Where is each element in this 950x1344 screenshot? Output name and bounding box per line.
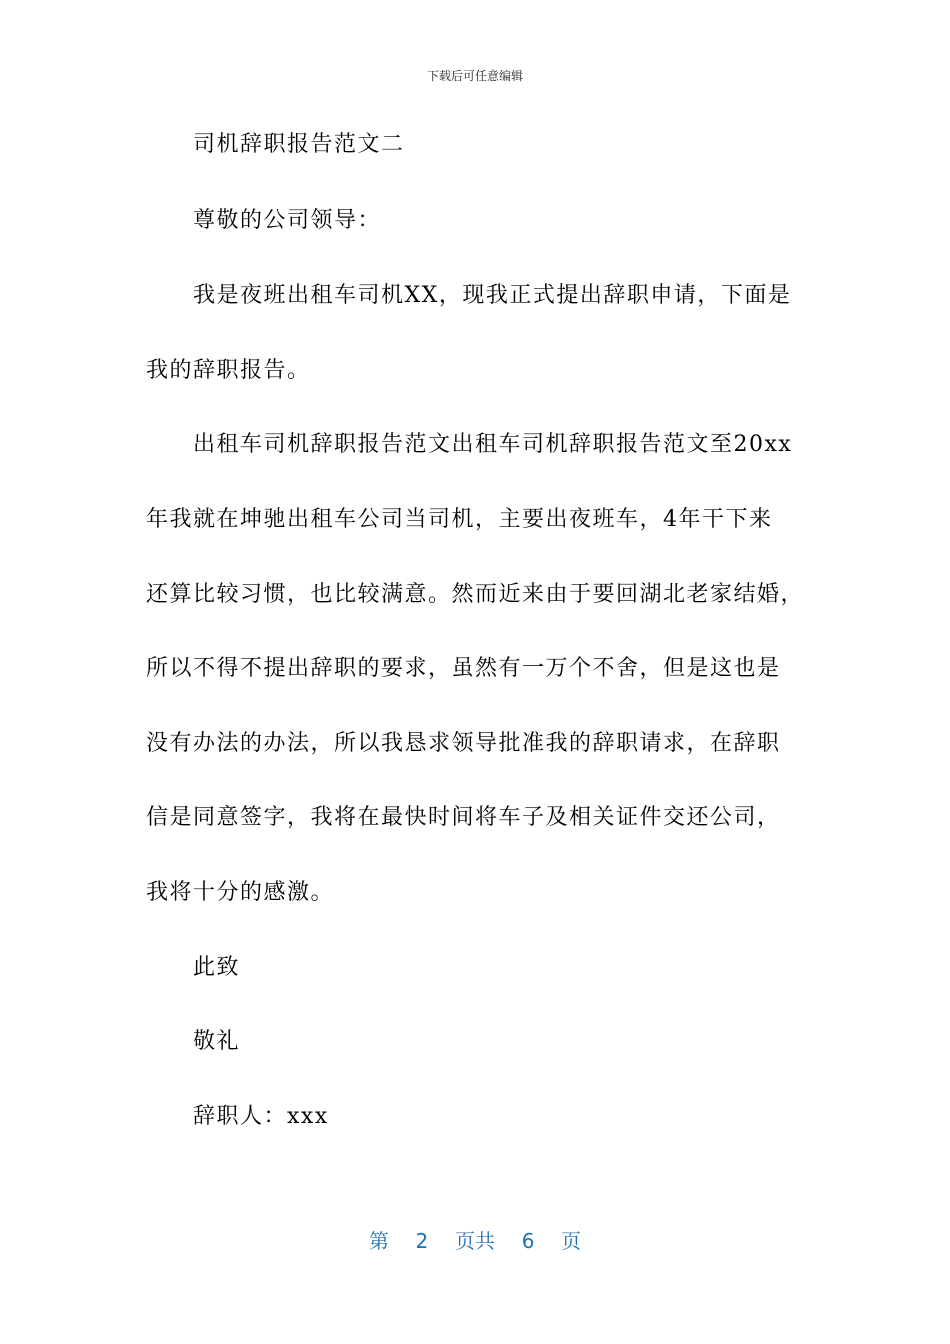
current-page-number: 2 xyxy=(415,1229,429,1253)
paragraph-line: 年我就在坤驰出租车公司当司机，主要出夜班车，4年干下来 xyxy=(146,507,773,532)
closing-line: 此致 xyxy=(193,955,241,980)
footer-middle: 页共 xyxy=(455,1229,495,1253)
header-note: 下载后可任意编辑 xyxy=(426,69,523,83)
paragraph-line: 我是夜班出租车司机XX，现我正式提出辞职申请，下面是 xyxy=(193,283,792,308)
footer-prefix: 第 xyxy=(368,1229,389,1253)
closing-regards: 敬礼 xyxy=(193,1029,241,1054)
paragraph-line: 出租车司机辞职报告范文出租车司机辞职报告范文至20xx xyxy=(193,432,793,457)
paragraph-line: 我的辞职报告。 xyxy=(146,358,311,383)
paragraph-line: 没有办法的办法，所以我恳求领导批准我的辞职请求，在辞职 xyxy=(146,731,781,756)
paragraph-line: 还算比较习惯，也比较满意。然而近来由于要回湖北老家结婚， xyxy=(146,582,805,607)
page-footer xyxy=(0,1225,950,1254)
paragraph-line: 所以不得不提出辞职的要求，虽然有一万个不舍，但是这也是 xyxy=(146,656,781,681)
footer-suffix: 页 xyxy=(561,1229,582,1253)
signature: 辞职人：xxx xyxy=(193,1104,329,1129)
paragraph-line: 我将十分的感激。 xyxy=(146,880,335,905)
paragraph-line: 信是同意签字，我将在最快时间将车子及相关证件交还公司， xyxy=(146,805,781,830)
total-pages-number: 6 xyxy=(521,1229,535,1253)
salutation: 尊敬的公司领导： xyxy=(193,208,382,233)
document-title: 司机辞职报告范文二 xyxy=(193,132,405,157)
